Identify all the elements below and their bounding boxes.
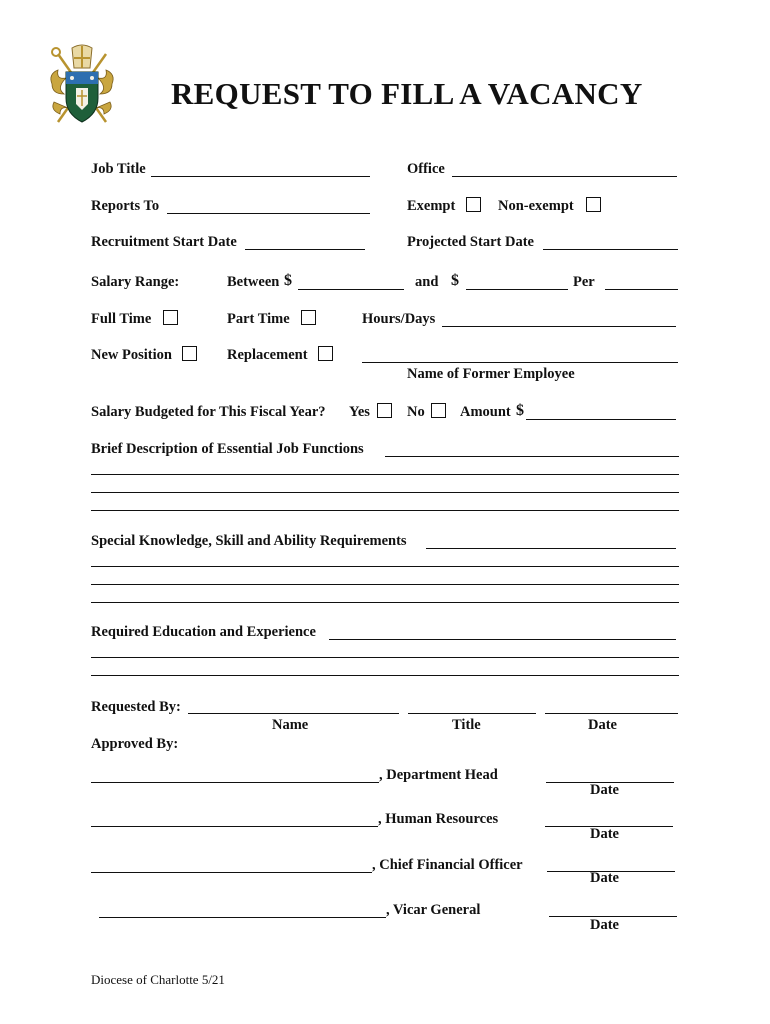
special-knowledge-label: Special Knowledge, Skill and Ability Requirements: [91, 533, 407, 549]
education-line[interactable]: [91, 657, 679, 658]
special-knowledge-line[interactable]: [426, 548, 676, 549]
former-employee-field[interactable]: [362, 362, 678, 363]
reports-to-label: Reports To: [91, 198, 160, 214]
department-head-label: , Department Head: [379, 767, 498, 783]
no-label: No: [407, 404, 425, 420]
page-title: REQUEST TO FILL A VACANCY: [171, 76, 643, 111]
diocese-crest-icon: [46, 44, 118, 128]
salary-max-field[interactable]: [466, 289, 568, 290]
full-time-checkbox[interactable]: [163, 310, 178, 325]
requested-by-name-field[interactable]: [188, 713, 399, 714]
no-checkbox[interactable]: [431, 403, 446, 418]
part-time-checkbox[interactable]: [301, 310, 316, 325]
office-label: Office: [407, 161, 445, 177]
exempt-label: Exempt: [407, 198, 456, 214]
replacement-checkbox[interactable]: [318, 346, 333, 361]
human-resources-date-caption: Date: [590, 826, 619, 842]
special-knowledge-line[interactable]: [91, 602, 679, 603]
salary-per-field[interactable]: [605, 289, 678, 290]
full-time-label: Full Time: [91, 311, 152, 327]
cfo-label: , Chief Financial Officer: [372, 857, 523, 873]
job-functions-line[interactable]: [91, 474, 679, 475]
requested-by-date-field[interactable]: [545, 713, 678, 714]
department-head-date-caption: Date: [590, 782, 619, 798]
vicar-general-label: , Vicar General: [386, 902, 481, 918]
job-functions-label: Brief Description of Essential Job Functions: [91, 441, 364, 457]
per-label: Per: [573, 274, 595, 290]
job-functions-line[interactable]: [91, 492, 679, 493]
special-knowledge-line[interactable]: [91, 566, 679, 567]
non-exempt-checkbox[interactable]: [586, 197, 601, 212]
cfo-date-caption: Date: [590, 870, 619, 886]
recruitment-start-date-field[interactable]: [245, 249, 365, 250]
education-line[interactable]: [329, 639, 676, 640]
and-dollar-sign: $: [451, 272, 459, 289]
job-functions-line[interactable]: [385, 456, 679, 457]
cfo-signature-field[interactable]: [91, 872, 372, 873]
salary-range-label: Salary Range:: [91, 274, 180, 290]
exempt-checkbox[interactable]: [466, 197, 481, 212]
hours-days-label: Hours/Days: [362, 311, 436, 327]
hours-days-field[interactable]: [442, 326, 676, 327]
amount-dollar-sign: $: [516, 402, 524, 419]
human-resources-label: , Human Resources: [378, 811, 499, 827]
recruitment-start-date-label: Recruitment Start Date: [91, 234, 237, 250]
replacement-label: Replacement: [227, 347, 308, 363]
salary-min-field[interactable]: [298, 289, 404, 290]
name-caption: Name: [272, 717, 309, 733]
yes-checkbox[interactable]: [377, 403, 392, 418]
requested-by-label: Requested By:: [91, 699, 181, 715]
between-label: Between: [227, 274, 280, 290]
special-knowledge-line[interactable]: [91, 584, 679, 585]
vicar-general-date-caption: Date: [590, 917, 619, 933]
education-line[interactable]: [91, 675, 679, 676]
job-title-field[interactable]: [151, 176, 370, 177]
between-dollar-sign: $: [284, 272, 292, 289]
former-employee-caption: Name of Former Employee: [407, 366, 575, 382]
office-field[interactable]: [452, 176, 677, 177]
reports-to-field[interactable]: [167, 213, 370, 214]
human-resources-signature-field[interactable]: [91, 826, 378, 827]
new-position-checkbox[interactable]: [182, 346, 197, 361]
job-title-label: Job Title: [91, 161, 146, 177]
projected-start-date-field[interactable]: [543, 249, 678, 250]
vicar-general-signature-field[interactable]: [99, 917, 386, 918]
amount-label: Amount: [460, 404, 511, 420]
title-caption: Title: [452, 717, 481, 733]
date-caption: Date: [588, 717, 617, 733]
and-label: and: [415, 274, 439, 290]
requested-by-title-field[interactable]: [408, 713, 536, 714]
salary-budgeted-label: Salary Budgeted for This Fiscal Year?: [91, 404, 326, 420]
amount-field[interactable]: [526, 419, 676, 420]
projected-start-date-label: Projected Start Date: [407, 234, 534, 250]
part-time-label: Part Time: [227, 311, 290, 327]
footer-text: Diocese of Charlotte 5/21: [91, 972, 225, 987]
new-position-label: New Position: [91, 347, 172, 363]
job-functions-line[interactable]: [91, 510, 679, 511]
approved-by-label: Approved By:: [91, 736, 179, 752]
education-label: Required Education and Experience: [91, 624, 316, 640]
department-head-signature-field[interactable]: [91, 782, 379, 783]
yes-label: Yes: [349, 404, 370, 420]
non-exempt-label: Non-exempt: [498, 198, 574, 214]
